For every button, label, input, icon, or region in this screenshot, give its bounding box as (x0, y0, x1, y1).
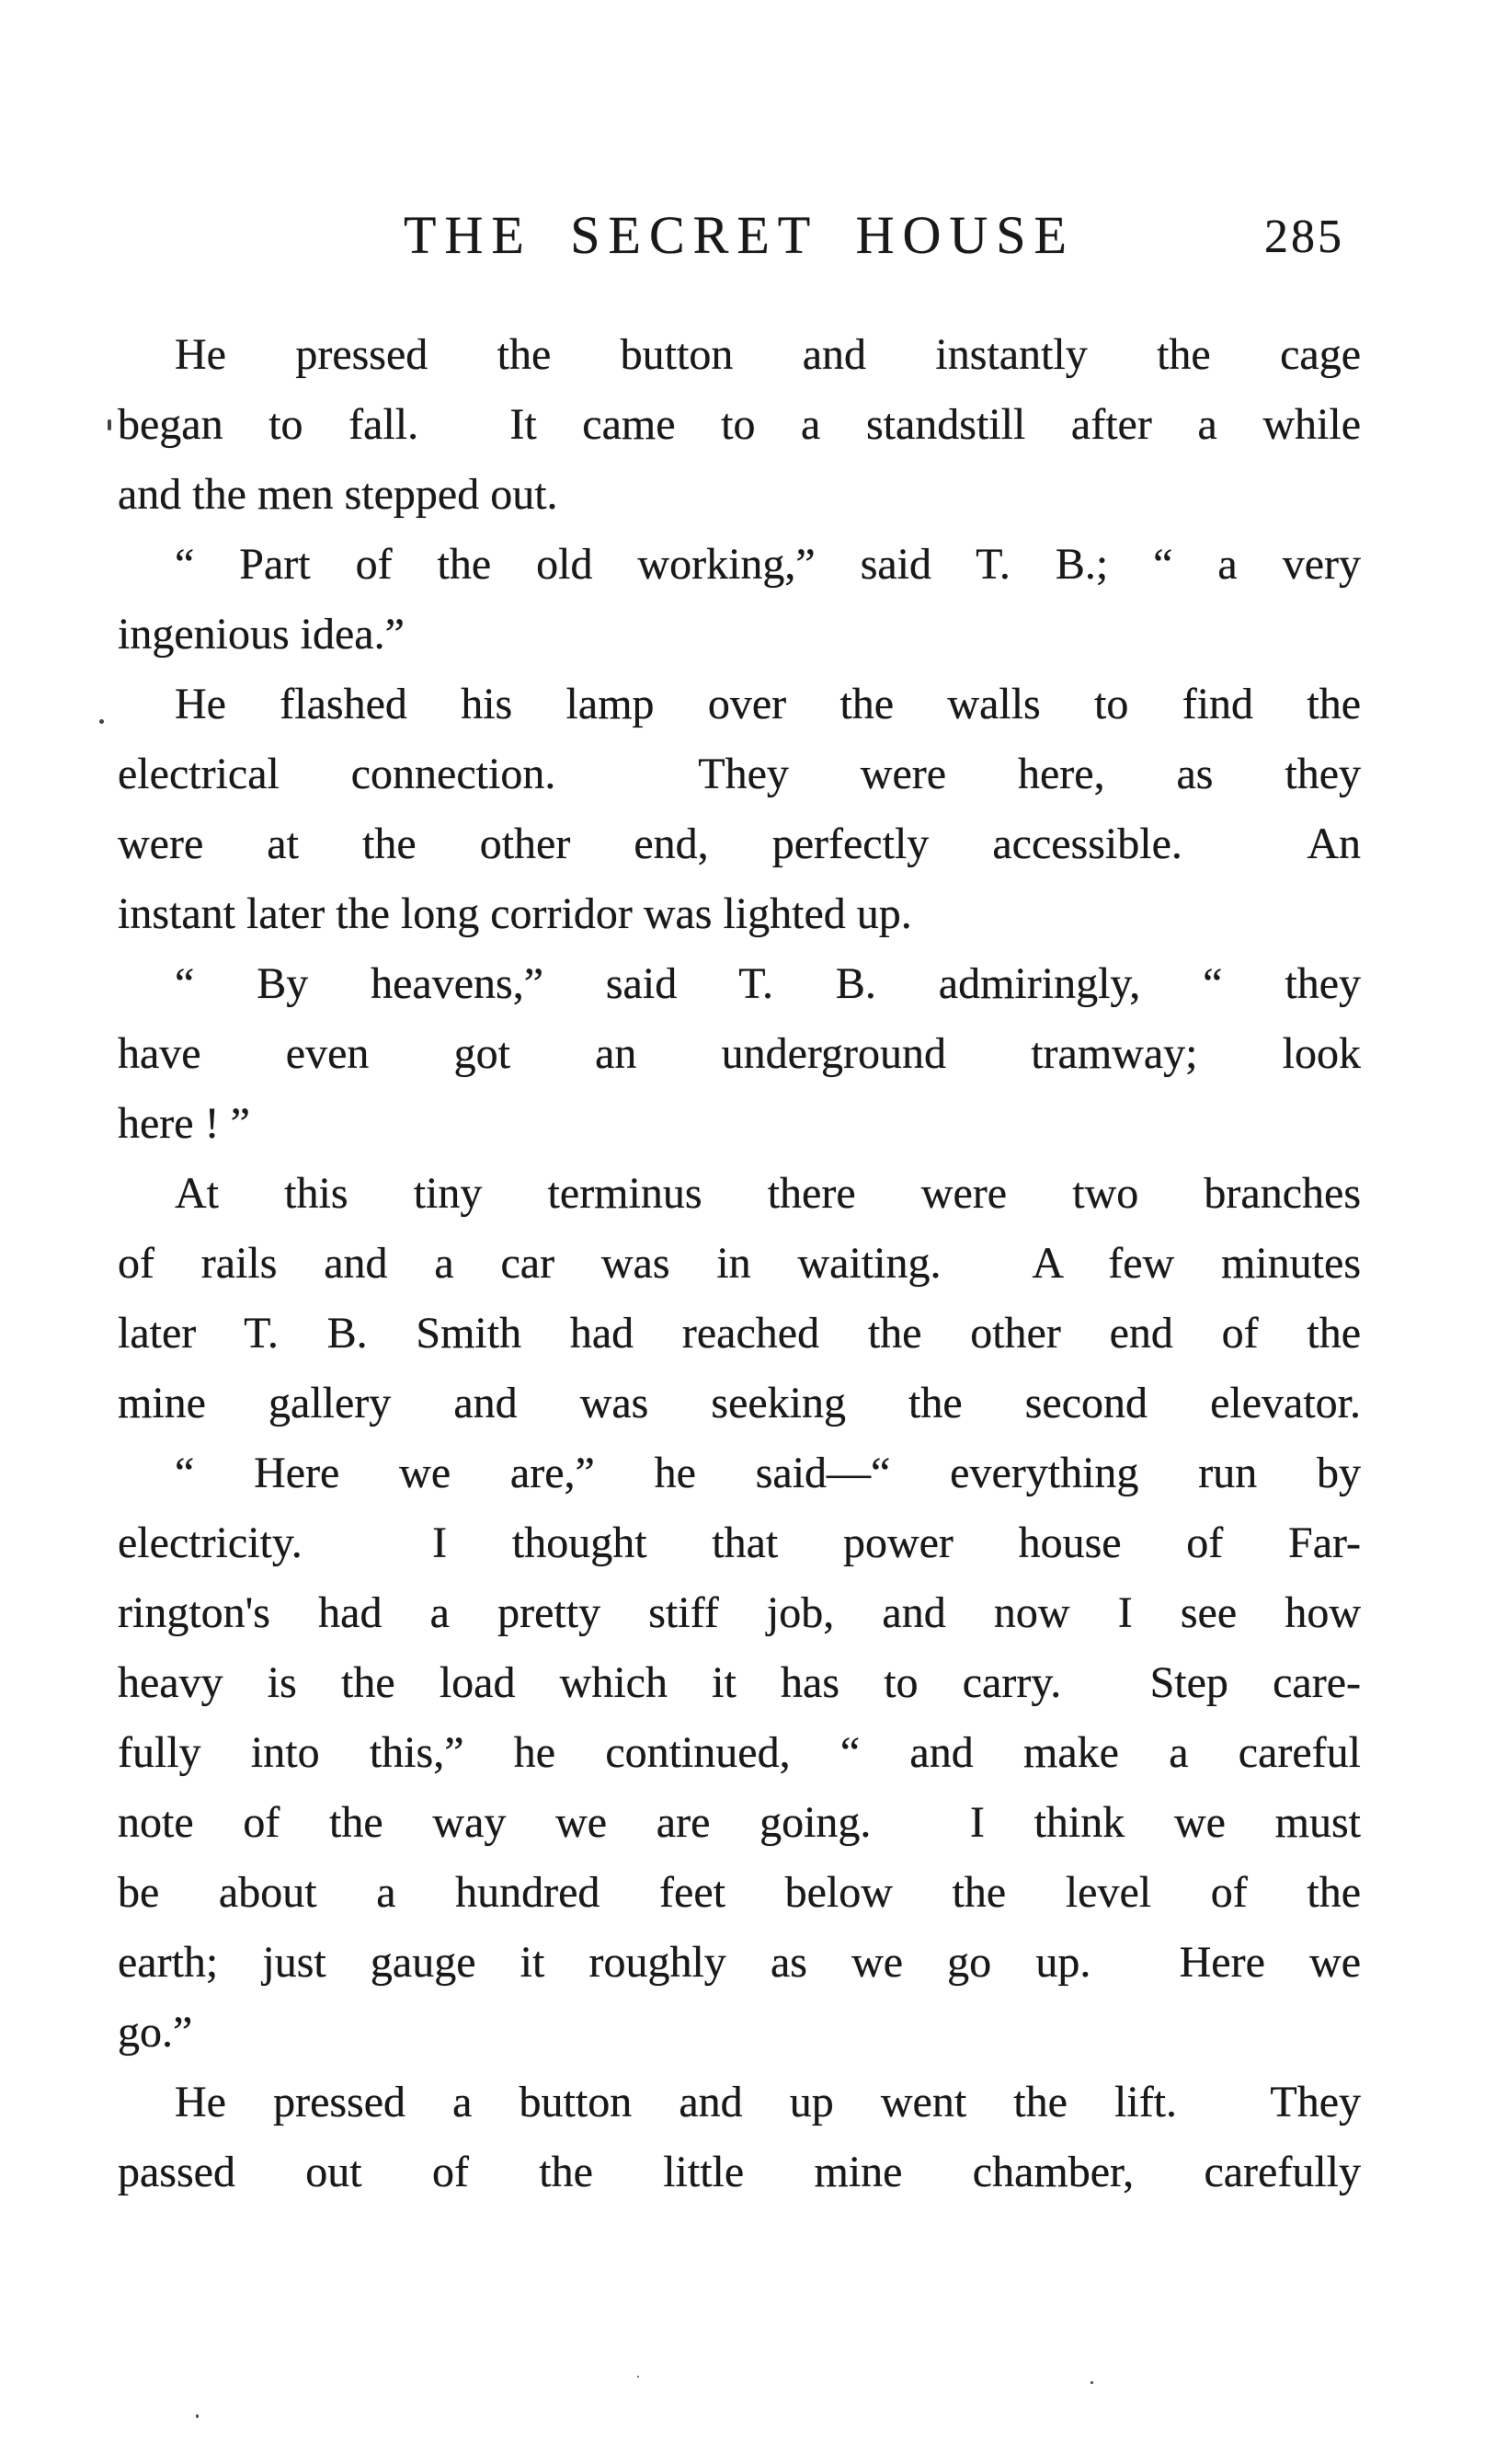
text-line: He pressed a button and up went the lift. They (175, 2078, 1361, 2126)
text-line: electricity. I thought that power house of Far- (118, 1519, 1361, 1567)
text-line: were at the other end, perfectly accessible. An (118, 819, 1361, 868)
body-text (118, 320, 1361, 2207)
text-line: and the men stepped out. (118, 470, 558, 519)
text-line: He flashed his lamp over the walls to find the (175, 680, 1361, 728)
text-line: electrical connection. They were here, as they (118, 750, 1361, 798)
text-line: of rails and a car was in waiting. A few minutes (118, 1239, 1361, 1288)
text-line: He pressed the button and instantly the cage (175, 330, 1361, 379)
text-line: ingenious idea.” (118, 610, 405, 659)
text-line: fully into this,” he continued, “ and make a careful (118, 1728, 1361, 1777)
text-line: At this tiny terminus there were two branches (175, 1169, 1361, 1218)
scan-speckle (1091, 2381, 1093, 2384)
running-header (118, 204, 1361, 281)
text-line: “ Part of the old working,” said T. B.; “ a very (175, 540, 1361, 589)
scan-speckle (637, 2376, 639, 2378)
text-line: “ Here we are,” he said—“ everything run by (175, 1449, 1361, 1497)
page-number: 285 (1264, 211, 1344, 263)
text-line: began to fall. It came to a standstill after a while (118, 400, 1361, 449)
text-line: mine gallery and was seeking the second elevator. (118, 1379, 1361, 1427)
scan-speckle (196, 2414, 199, 2418)
text-line: here ! ” (118, 1099, 250, 1148)
text-line: rington's had a pretty stiff job, and now I see how (118, 1588, 1361, 1637)
text-line: passed out of the little mine chamber, carefully (118, 2148, 1361, 2196)
scan-speckle (108, 419, 111, 430)
text-line: “ By heavens,” said T. B. admiringly, “ they (175, 959, 1361, 1008)
page-title: THE SECRET HOUSE (404, 205, 1075, 265)
text-line: earth; just gauge it roughly as we go up. Here we (118, 1938, 1361, 1987)
text-line: heavy is the load which it has to carry. Step care- (118, 1658, 1361, 1707)
text-line: go.” (118, 2008, 193, 2057)
text-line: instant later the long corridor was lighted up. (118, 889, 912, 938)
text-line: note of the way we are going. I think we must (118, 1798, 1361, 1847)
text-line: later T. B. Smith had reached the other end of the (118, 1309, 1361, 1358)
scan-speckle (99, 719, 104, 724)
text-line: have even got an underground tramway; look (118, 1029, 1361, 1078)
text-line: be about a hundred feet below the level of the (118, 1868, 1361, 1917)
